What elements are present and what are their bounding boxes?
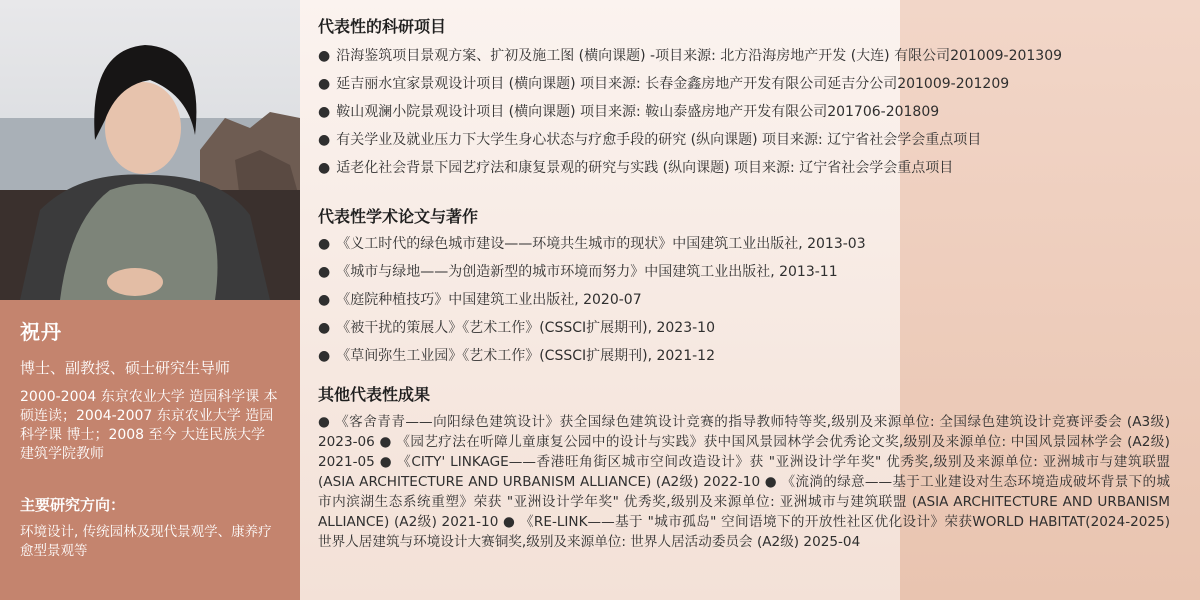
papers-list <box>318 230 1178 370</box>
list-item: ● 《被干扰的策展人》《艺术工作》(CSSCI扩展期刊), 2023-10 <box>318 320 715 336</box>
list-item: ● 适老化社会背景下园艺疗法和康复景观的研究与实践 (纵向课题) 项目来源: 辽宁省社会学会重点项目 <box>318 160 954 176</box>
profile-card <box>0 300 300 600</box>
bullet-icon: ● <box>318 264 331 280</box>
list-item: ● 鞍山观澜小院景观设计项目 (横向课题) 项目来源: 鞍山泰盛房地产开发有限公司201706-201809 <box>318 104 940 120</box>
bullet-icon: ● <box>318 132 331 148</box>
list-item: ● 有关学业及就业压力下大学生身心状态与疗愈手段的研究 (纵向课题) 项目来源: 辽宁省社会学会重点项目 <box>318 132 982 148</box>
list-item: ● 《城市与绿地——为创造新型的城市环境而努力》中国建筑工业出版社, 2013-11 <box>318 264 838 280</box>
portrait-image <box>0 0 300 300</box>
achievements-heading: 其他代表性成果 <box>318 385 431 404</box>
bullet-icon: ● <box>318 76 331 92</box>
bullet-icon: ● <box>318 48 331 64</box>
papers-heading: 代表性学术论文与著作 <box>318 207 479 226</box>
bullet-icon: ● <box>318 348 331 364</box>
list-item: ● 《义工时代的绿色城市建设——环境共生城市的现状》中国建筑工业出版社, 2013-03 <box>318 236 866 252</box>
bullet-icon: ● <box>318 160 331 176</box>
education-history: 2000-2004 东京农业大学 造园科学课 本硕连读；2004-2007 东京农业大学 造园科学课 博士；2008 至今 大连民族大学 建筑学院教师 <box>20 389 278 462</box>
projects-list <box>318 42 1178 182</box>
bullet-icon: ● <box>318 292 331 308</box>
achievements-text: ● 《客舍青青——向阳绿色建筑设计》获全国绿色建筑设计竞赛的指导教师特等奖,级别及来源单位: 全国绿色建筑设计竞赛评委会 (A3级) 2023-06 ● 《园艺疗法在听障儿童康复公园中的设计与实践》获中国风景园林学会优秀论文奖,级别及来源单位: 中国风景园林学会 (A2级) 2021-05 ● 《CITY' LINKAGE——香港旺角街区城市空间改造设计》获 "亚洲设计学年奖" 优秀奖,级别及来源单位: 亚洲城市与建筑联盟 (ASIA ARCHITECTURE AND URBANISM ALLIANCE) (A2级) 2022-10 ● 《流淌的绿意——基于工业建设对生态环境造成破坏背景下的城市内滨湖生态系统重塑》荣获 "亚洲设计学年奖" 优秀奖,级别及来源单位: 亚洲城市与建筑联盟 (ASIA ARCHITECTURE AND URBANISM ALLIANCE) (A2级) 2021-10 ● 《RE-LINK——基于 "城市孤岛" 空间语境下的开放性社区优化设计》荣获WORLD HABITAT(2024-2025)世界人居建筑与环境设计大赛铜奖,级别及来源单位: 世界人居活动委员会 (A2级) 2025-04 <box>318 413 1170 550</box>
list-item: ● 《草间弥生工业园》《艺术工作》(CSSCI扩展期刊), 2021-12 <box>318 348 715 364</box>
list-item: ● 《庭院种植技巧》中国建筑工业出版社, 2020-07 <box>318 292 642 308</box>
bullet-icon: ● <box>318 104 331 120</box>
list-item: ● 延吉丽水宜家景观设计项目 (横向课题) 项目来源: 长春金鑫房地产开发有限公司延吉分公司201009-201209 <box>318 76 1010 92</box>
person-name: 祝丹 <box>20 320 62 344</box>
bullet-icon: ● <box>318 236 331 252</box>
portrait-photo <box>0 0 300 300</box>
research-direction-text: 环境设计, 传统园林及现代景观学、康养疗愈型景观等 <box>20 524 272 559</box>
research-direction-heading: 主要研究方向： <box>20 496 126 514</box>
person-titles: 博士、副教授、硕士研究生导师 <box>20 359 231 377</box>
list-item: ● 沿海鉴筑项目景观方案、扩初及施工图 (横向课题) -项目来源: 北方沿海房地产开发 (大连) 有限公司201009-201309 <box>318 48 1063 64</box>
bullet-icon: ● <box>318 320 331 336</box>
projects-heading: 代表性的科研项目 <box>318 17 447 36</box>
left-column <box>0 0 300 600</box>
